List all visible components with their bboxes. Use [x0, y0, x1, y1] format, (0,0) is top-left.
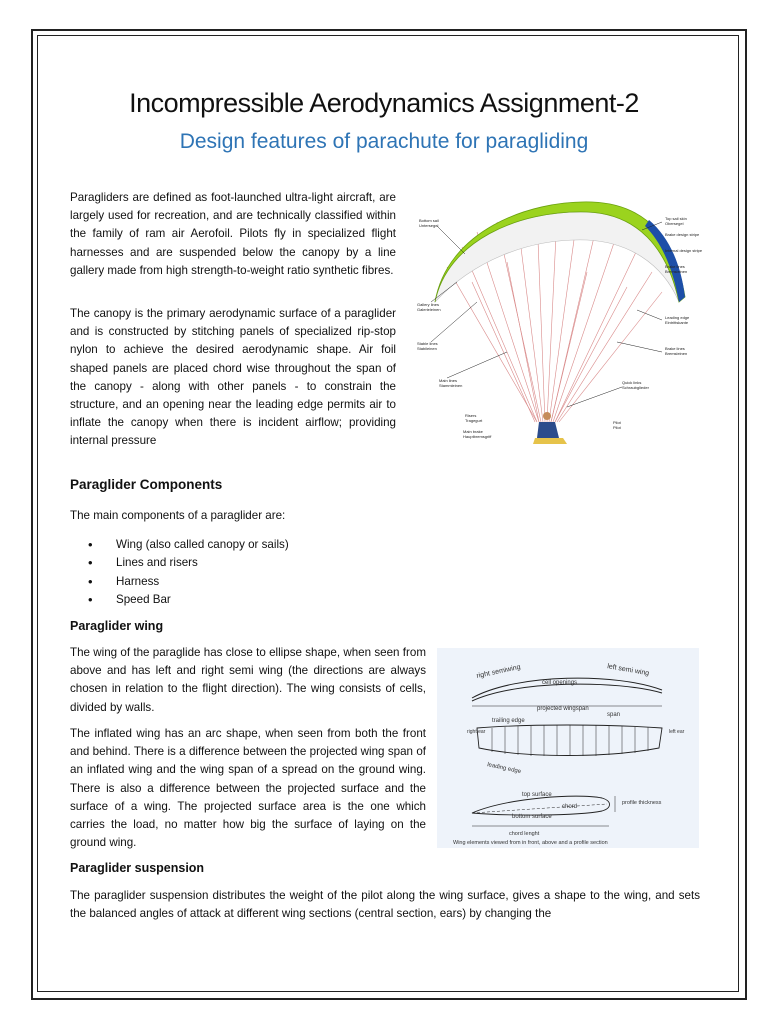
- list-item: [88, 572, 289, 591]
- suspension-heading: Paraglider suspension: [70, 861, 205, 875]
- components-lead: The main components of a paraglider are:: [70, 509, 286, 522]
- components-heading: Paraglider Components: [70, 477, 223, 492]
- svg-text:bottom surface: bottom surface: [512, 814, 552, 820]
- components-list: [88, 535, 289, 609]
- svg-text:Untersegel: Untersegel: [419, 223, 439, 228]
- svg-text:Tragegurt: Tragegurt: [465, 418, 483, 423]
- svg-text:Stabileinen: Stabileinen: [417, 346, 437, 351]
- svg-text:Obersegel: Obersegel: [665, 221, 684, 226]
- intro-paragraph-2: The canopy is the primary aerodynamic surface of a paraglider and is constructed by stitching panels of specialized rip-stop nylon to achieve the desired aerodynamic shape. Air foil shaped panels are placed chord wise throughout the span of the canopy - along with other panels - to constrain the structure, and an opening near the leading edge permits air to inflate the canopy when there is incident airflow; providing internal pressure: [70, 307, 396, 448]
- bullet-icon: •: [88, 536, 93, 552]
- svg-text:Galerieleinen: Galerieleinen: [417, 307, 441, 312]
- svg-text:chord lenght: chord lenght: [509, 831, 540, 837]
- wing-paragraph-1: The wing of the paraglide has close to ellipse shape, when seen from above and has left and right semi wing (the directions are always chosen in relation to the flight direction). The wing consists of cells, divided by walls.: [70, 646, 426, 714]
- svg-text:Stable lines: Stable lines: [417, 341, 438, 346]
- wing-figure-caption: Wing elements viewed from in front, above and a profile section: [453, 840, 608, 846]
- svg-text:Main lines: Main lines: [439, 378, 458, 383]
- intro-paragraph-1: Paragliders are defined as foot-launched ultra-light aircraft, are largely used for recreation, and are technically classified within the family of ram air Aerofoil. Pilots fly in specialized flight harnesses and are suspended below the canopy by a line gallery made from high strength-to-weight ratio synthetic fibres.: [70, 191, 396, 277]
- svg-text:Hauptbremsgriff: Hauptbremsgriff: [463, 434, 492, 439]
- svg-text:projected wingspan: projected wingspan: [537, 706, 589, 712]
- list-item-text: Harness: [116, 574, 160, 588]
- svg-text:Main brake: Main brake: [463, 429, 483, 434]
- svg-text:Pilot: Pilot: [613, 425, 621, 430]
- svg-text:profile thickness: profile thickness: [622, 800, 662, 806]
- svg-text:top surface: top surface: [522, 792, 552, 798]
- wing-elements-diagram: [437, 648, 699, 848]
- svg-text:Bottom sail: Bottom sail: [419, 218, 439, 223]
- svg-text:chord: chord: [562, 804, 578, 810]
- svg-text:Stammleinen: Stammleinen: [439, 383, 463, 388]
- svg-text:Gallery lines: Gallery lines: [417, 302, 440, 307]
- svg-text:Pilot: Pilot: [613, 420, 621, 425]
- svg-text:right ear: right ear: [467, 729, 486, 735]
- svg-text:cell openings: cell openings: [542, 680, 578, 686]
- svg-text:Risers: Risers: [465, 413, 477, 418]
- svg-text:Eintrittskante: Eintrittskante: [665, 320, 689, 325]
- paraglider-illustration: [417, 192, 709, 454]
- bullet-icon: •: [88, 592, 93, 608]
- list-item: [88, 535, 289, 554]
- document-title: Incompressible Aerodynamics Assignment-2: [129, 88, 639, 118]
- list-item-text: Wing (also called canopy or sails): [116, 537, 289, 551]
- svg-text:Quick links: Quick links: [622, 380, 642, 385]
- list-item-text: Lines and risers: [116, 556, 198, 570]
- svg-text:left semi wing: left semi wing: [606, 663, 650, 678]
- svg-text:Brake design stripe: Brake design stripe: [665, 232, 700, 237]
- svg-text:Brake lines: Brake lines: [665, 264, 685, 269]
- svg-text:Schraubglieder: Schraubglieder: [622, 385, 649, 390]
- svg-text:Bremsleinen: Bremsleinen: [665, 269, 688, 274]
- document-subtitle: Design features of parachute for paragliding: [179, 130, 589, 153]
- svg-text:trailing edge: trailing edge: [492, 718, 525, 724]
- svg-text:Leading edge: Leading edge: [665, 315, 690, 320]
- svg-text:Internal design stripe: Internal design stripe: [665, 248, 703, 253]
- bullet-icon: •: [88, 555, 93, 571]
- list-item: [88, 554, 289, 573]
- svg-text:Brake lines: Brake lines: [665, 346, 685, 351]
- svg-text:leading edge: leading edge: [486, 762, 522, 776]
- list-item-text: Speed Bar: [116, 593, 171, 607]
- paraglider-figure: [417, 192, 709, 454]
- wing-elements-figure: [437, 648, 699, 848]
- list-item: [88, 591, 289, 610]
- svg-text:span: span: [607, 712, 621, 718]
- wing-paragraph-2: The inflated wing has an arc shape, when seen from both the front and behind. There is a difference between the projected wing span of an inflated wing and the wing span of a spread on the ground wing. There is also a difference between the projected surface and the surface of a wing. The projected surface area is the one which carries the load, no matter how big the surface of laying on the ground wing.: [70, 727, 426, 850]
- wing-heading: Paraglider wing: [70, 619, 164, 633]
- svg-text:right semiwing: right semiwing: [475, 663, 522, 680]
- svg-text:Bremsleinen: Bremsleinen: [665, 351, 688, 356]
- svg-text:left ear: left ear: [669, 729, 685, 735]
- suspension-paragraph: The paraglider suspension distributes the weight of the pilot along the wing surface, gives a shape to the wing, and sets the balanced angles of attack at different wing sections (central section, ears) by changing the: [70, 889, 700, 921]
- svg-text:Top sail skin: Top sail skin: [665, 216, 687, 221]
- bullet-icon: •: [88, 573, 93, 589]
